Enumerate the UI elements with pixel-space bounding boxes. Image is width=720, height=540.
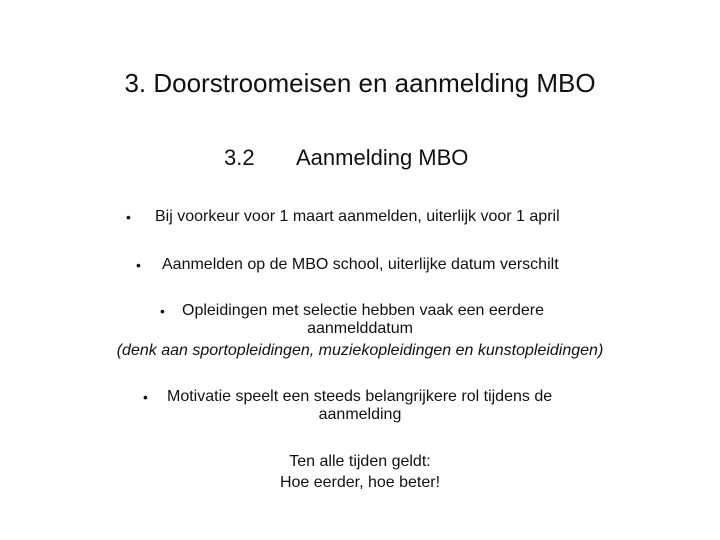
- bullet-dot: •: [126, 209, 131, 225]
- bullet-item: Aanmelden op de MBO school, uiterlijke datum verschilt: [162, 256, 559, 273]
- closing-line: Ten alle tijden geldt:: [289, 453, 431, 470]
- subtitle-text: Aanmelding MBO: [296, 145, 469, 170]
- bullet-dot: •: [143, 389, 148, 405]
- bullet-note: (denk aan sportopleidingen, muziekopleidingen en kunstopleidingen): [116, 342, 604, 359]
- bullet-dot: •: [160, 303, 165, 319]
- bullet-item: Opleidingen met selectie hebben vaak een eerdere: [182, 302, 545, 319]
- bullet-dot: •: [136, 257, 141, 273]
- subtitle-number: 3.2: [224, 145, 255, 170]
- bullet-item: Bij voorkeur voor 1 maart aanmelden, uiterlijk voor 1 april: [155, 208, 560, 225]
- bullet-continuation: aanmelddatum: [307, 320, 413, 337]
- bullet-item: Motivatie speelt een steeds belangrijkere rol tijdens de: [167, 388, 553, 405]
- slide-title: 3. Doorstroomeisen en aanmelding MBO: [124, 68, 596, 98]
- closing-line: Hoe eerder, hoe beter!: [279, 474, 441, 491]
- bullet-continuation: aanmelding: [318, 406, 402, 423]
